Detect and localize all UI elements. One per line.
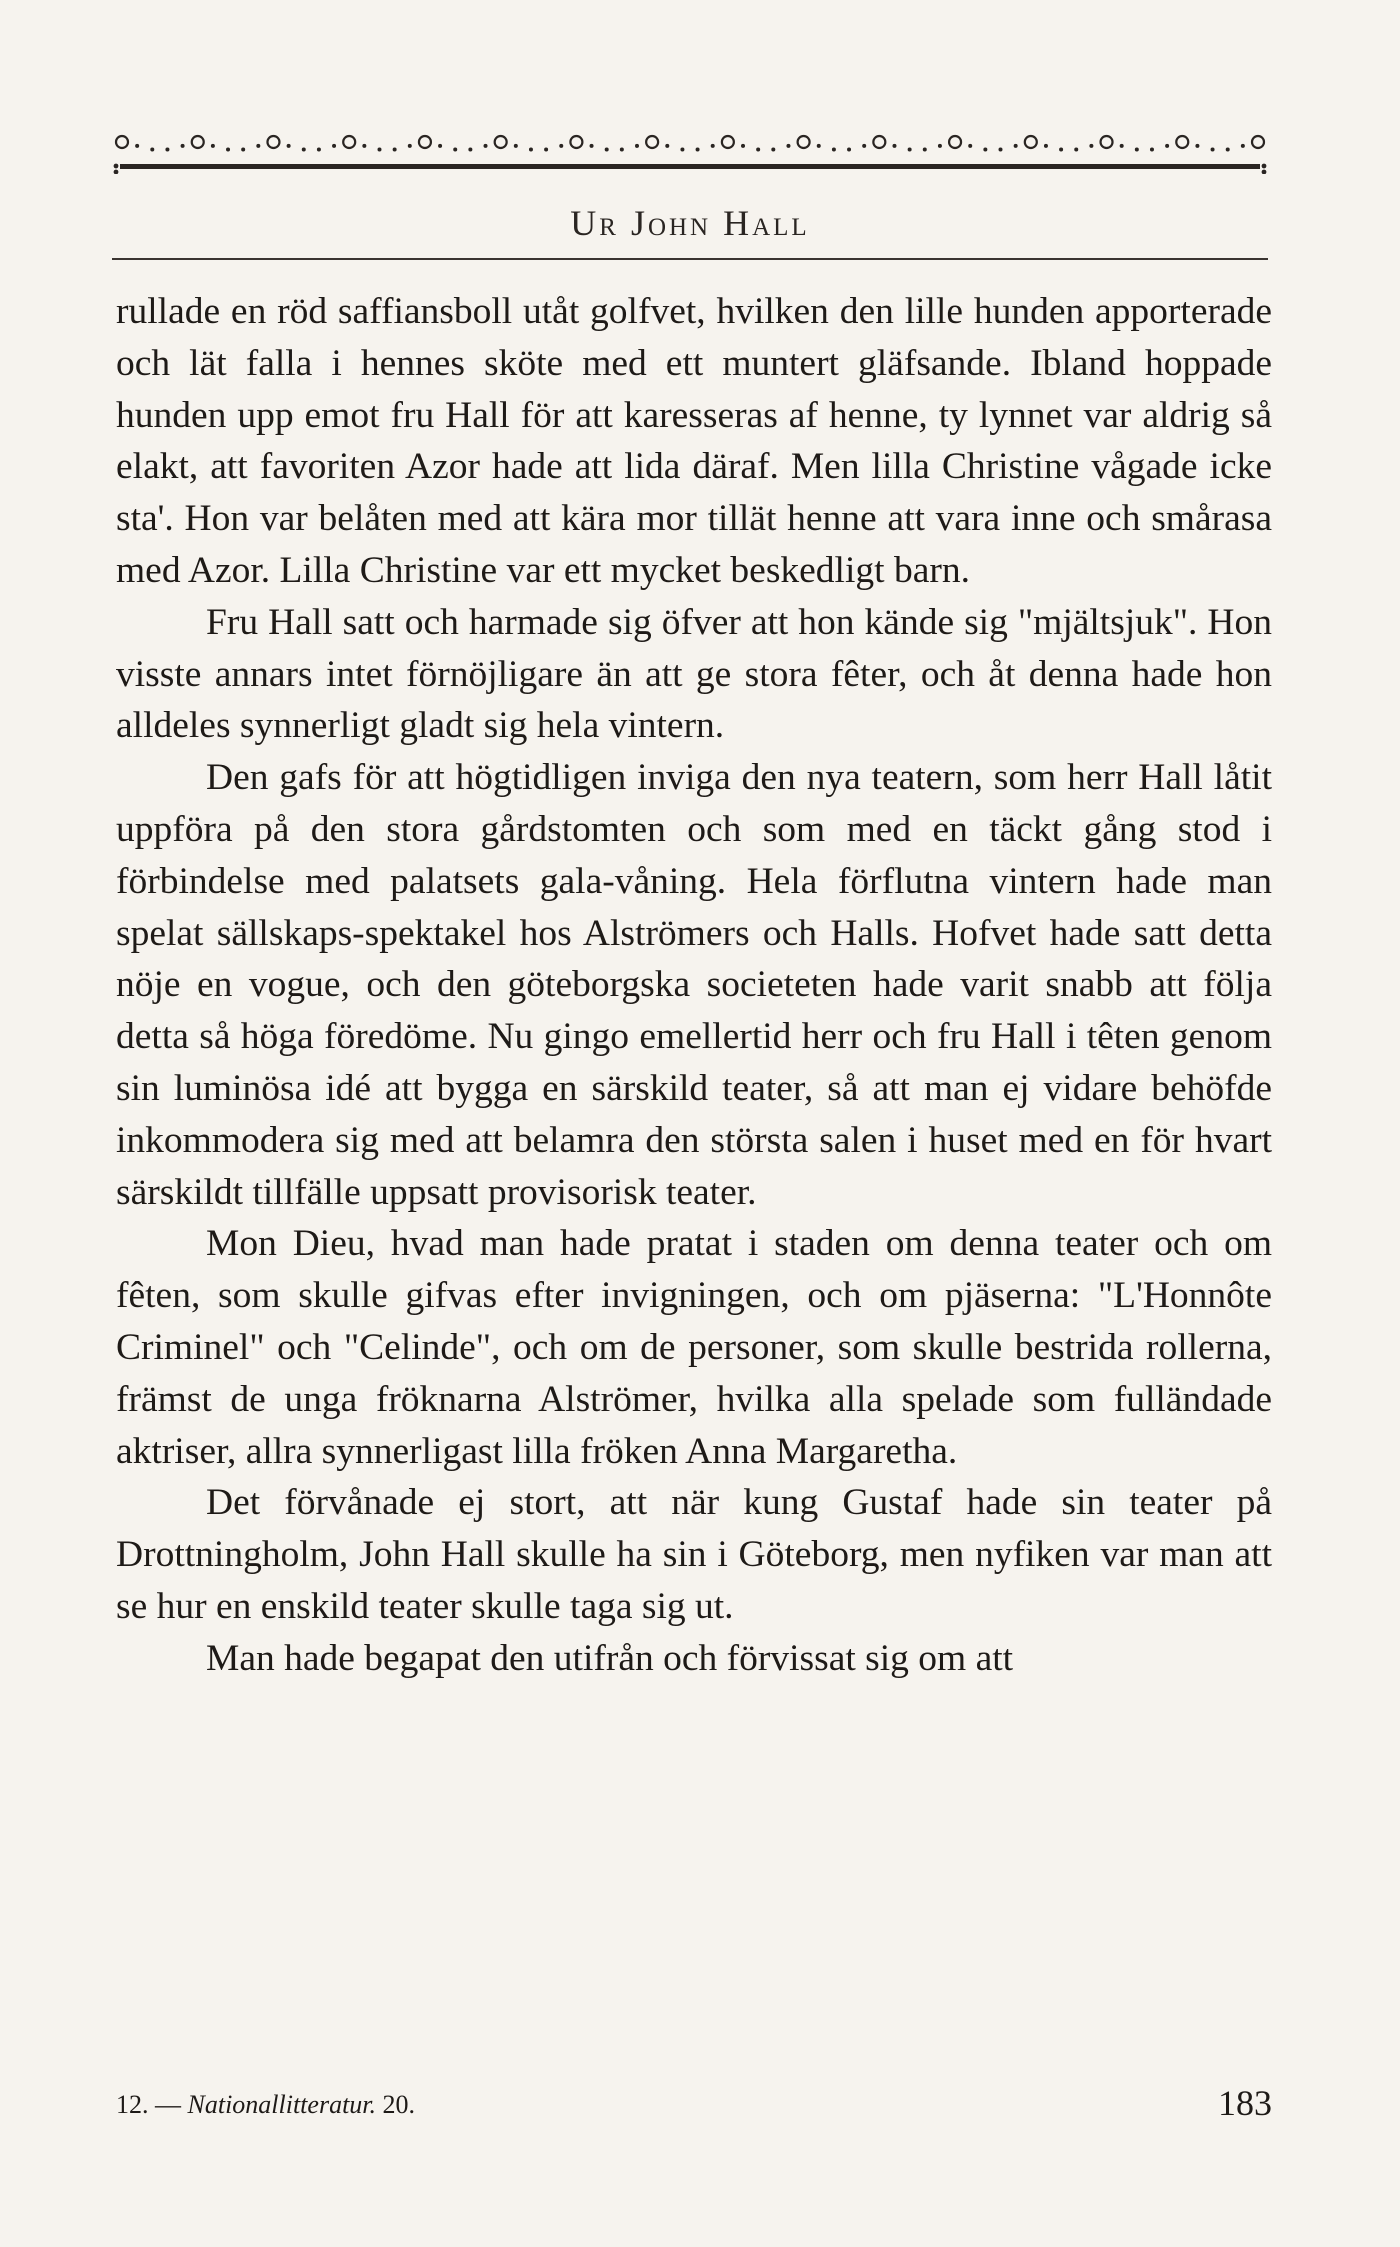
signature-dash: — (155, 2090, 181, 2119)
paragraph: Mon Dieu, hvad man hade pratat i staden om denna teater och om fêten, som skulle gifvas efter invigningen, och om pjäserna: "L'Honnôte Criminel" och "Celinde", och om de personer, som skulle bestrida rollerna, främst de unga fröknarna Alströmer, hvilka alla spelade som fulländade aktriser, allra synnerligast lilla fröken Anna Margaretha. (116, 1223, 1272, 1472)
paragraph: Den gafs för att högtidligen inviga den nya teatern, som herr Hall låtit uppföra på den stora gårdstomten och som med en täckt gång stod i förbindelse med palatsets gala-våning. Hela förflutna vintern hade man spelat sällskaps-spektakel hos Alströmers och Halls. Hofvet hade satt detta nöje en vogue, och den göteborgska societeten hade varit snabb att följa detta så höga föredöme. Nu gingo emellertid herr och fru Hall i têten genom sin luminösa idé att bygga en särskild teater, så att man ej vidare behöfde inkommodera sig med att belamra den största salen i huset med en för hvart särskildt tillfälle uppsatt provisorisk teater. (116, 757, 1272, 1213)
header-rule (112, 258, 1268, 260)
paragraph: rullade en röd saffiansboll utåt golfvet, hvilken den lille hunden apporterade och lät falla i hennes sköte med ett muntert gläfsande. Ibland hoppade hunden upp emot fru Hall för att karesseras af henne, ty lynnet var aldrig så elakt, att favoriten Azor hade att lida däraf. Men lilla Christine vågade icke sta'. Hon var belåten med att kära mor tillät henne att vara inne och smårasa med Azor. Lilla Christine var ett mycket beskedligt barn. (116, 291, 1272, 591)
sheet-number: 12. (116, 2090, 149, 2119)
page-number: 183 (1218, 2083, 1272, 2123)
body-text (116, 286, 1272, 1685)
paragraph: Fru Hall satt och harmade sig öfver att hon kände sig "mjältsjuk". Hon visste annars intet förnöjligare än att ge stora fêter, och åt denna hade hon alldeles synnerligt gladt sig hela vintern. (116, 601, 1272, 747)
series-title: Nationallitteratur. (187, 2090, 377, 2119)
running-head: Ur John Hall (570, 203, 810, 243)
page-footer (116, 2082, 1272, 2130)
decorative-header-border (112, 118, 1268, 174)
paragraph: Man hade begapat den utifrån och förvissat sig om att (206, 1637, 1014, 1679)
paragraph: Det förvånade ej stort, att när kung Gustaf hade sin teater på Drottningholm, John Hall skulle ha sin i Göteborg, men nyfiken var man att se hur en enskild teater skulle taga sig ut. (116, 1482, 1272, 1627)
printer-signature (116, 2090, 415, 2120)
volume-number: 20. (382, 2090, 416, 2119)
